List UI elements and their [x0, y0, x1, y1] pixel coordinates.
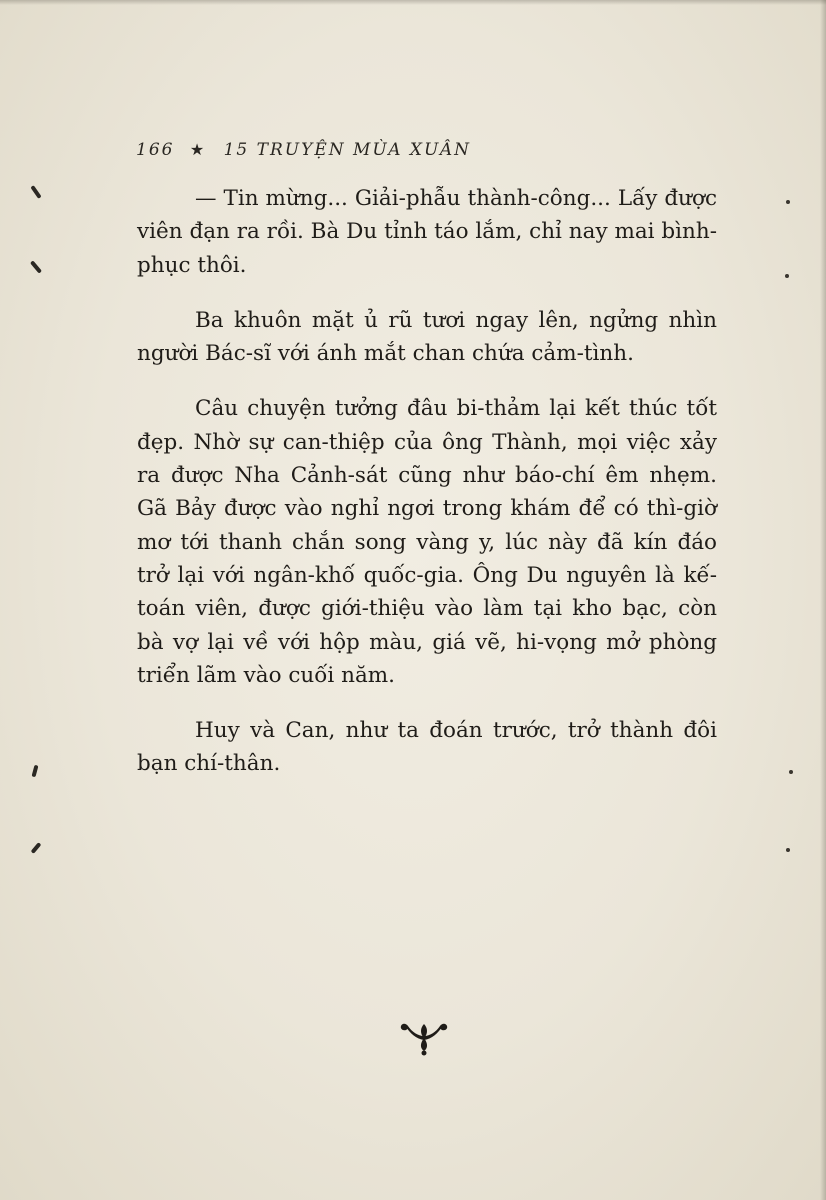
- fleuron-ornament-icon: [398, 1018, 450, 1058]
- binding-hole-mark: [786, 200, 790, 204]
- binding-hole-mark: [789, 770, 793, 774]
- body-text: [137, 182, 717, 781]
- binding-mark: [30, 185, 41, 199]
- binding-mark: [32, 765, 39, 778]
- paragraph: Ba khuôn mặt ủ rũ tươi ngay lên, ngửng nhìn người Bác-sĩ với ánh mắt chan chứa cảm-tình.: [137, 307, 717, 367]
- page-number: 166: [136, 140, 175, 160]
- star-separator-icon: ★: [189, 140, 207, 159]
- binding-hole-mark: [786, 848, 790, 852]
- binding-hole-mark: [785, 274, 789, 278]
- binding-mark: [30, 260, 42, 273]
- page-edge-shadow-right: [820, 0, 826, 1200]
- book-title: 15 TRUYỆN MÙA XUÂN: [223, 140, 471, 160]
- binding-mark: [31, 842, 42, 854]
- paragraph: — Tin mừng... Giải-phẫu thành-công... Lấy được viên đạn ra rồi. Bà Du tỉnh táo lắm, chỉ nay mai bình-phục thôi.: [137, 186, 717, 278]
- running-head: [136, 140, 471, 160]
- paragraph: Câu chuyện tưởng đâu bi-thảm lại kết thúc tốt đẹp. Nhờ sự can-thiệp của ông Thành, mọi việc xảy ra được Nha Cảnh-sát cũng như báo-chí êm nhẹm. Gã Bảy được vào nghỉ ngơi trong khám để có thì-giờ mơ tới thanh chắn song vàng y, lúc này đã kín đáo trở lại với ngân-khố quốc-gia. Ông Du nguyên là kế-toán viên, được giới-thiệu vào làm tại kho bạc, còn bà vợ lại về với hộp màu, giá vẽ, hi-vọng mở phòng triển lãm vào cuối năm.: [137, 396, 717, 688]
- paragraph: Huy và Can, như ta đoán trước, trở thành đôi bạn chí-thân.: [137, 718, 717, 777]
- page-edge-shadow-top: [0, 0, 826, 5]
